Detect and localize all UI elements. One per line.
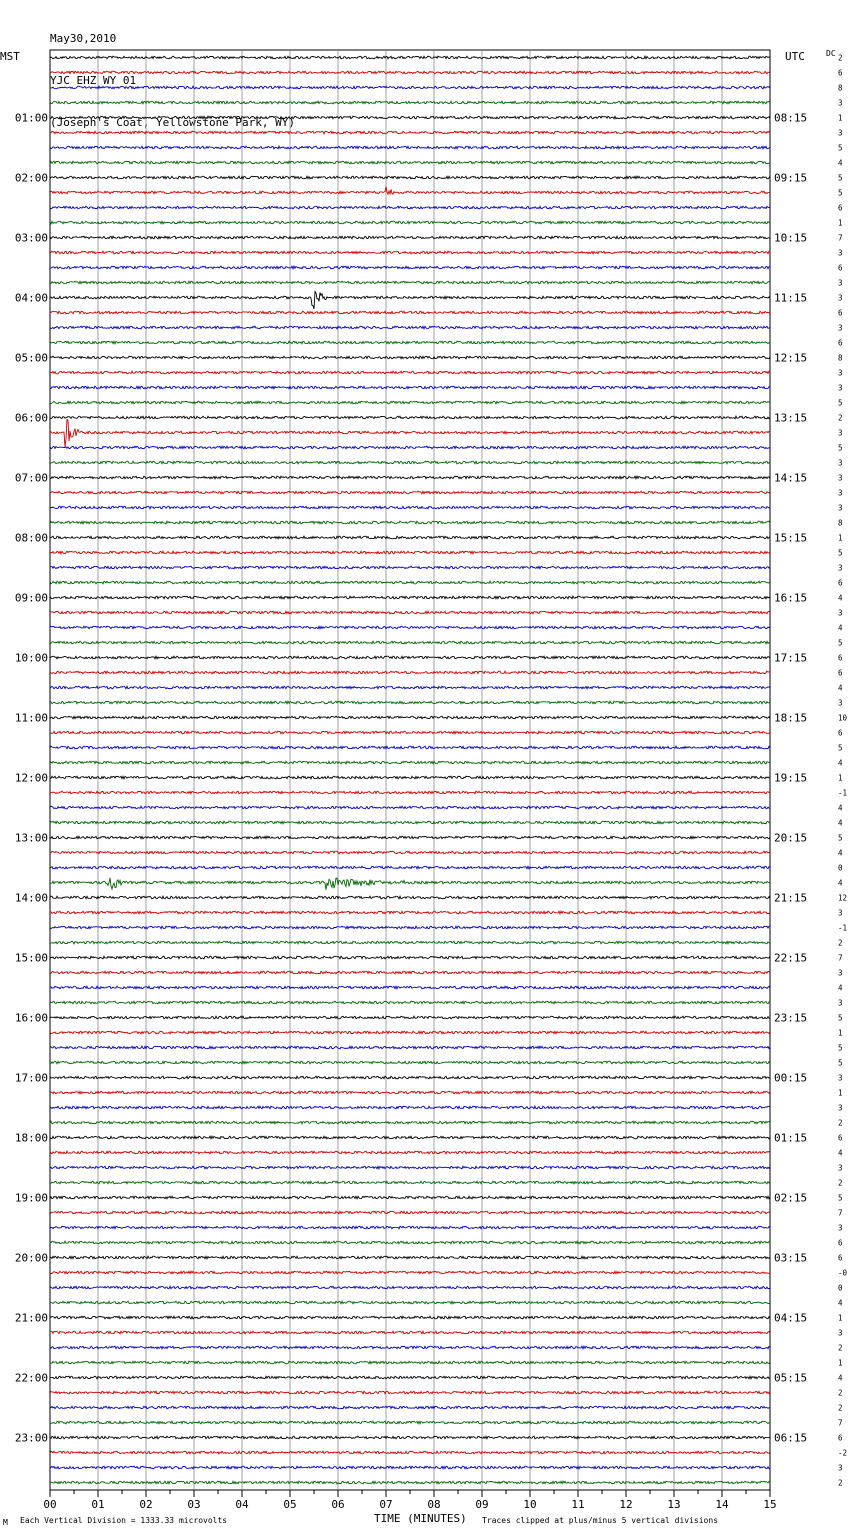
utc-hour-label: 18:15 xyxy=(774,711,808,725)
utc-hour-label: 06:15 xyxy=(774,1431,808,1445)
trace-row-28 xyxy=(50,461,770,464)
mst-hour-label: 06:00 xyxy=(14,411,48,425)
trace-row-62 xyxy=(50,971,770,974)
mst-hour-label: 03:00 xyxy=(14,231,48,245)
dc-offset-value: 3 xyxy=(838,98,843,108)
trace-row-44 xyxy=(50,701,770,704)
trace-row-89 xyxy=(50,1376,770,1379)
dc-column-label: DC xyxy=(826,49,836,58)
trace-row-58 xyxy=(50,911,770,914)
trace-row-54 xyxy=(50,851,770,854)
dc-offset-value: 3 xyxy=(838,293,843,303)
dc-offset-value: 10 xyxy=(838,713,848,723)
trace-row-53 xyxy=(50,836,770,839)
dc-offset-value: 6 xyxy=(838,203,843,213)
dc-offset-value: 3 xyxy=(838,323,843,333)
mst-hour-label: 11:00 xyxy=(14,711,48,725)
dc-offset-value: 2 xyxy=(838,1388,843,1398)
dc-offset-value: 3 xyxy=(838,248,843,258)
trace-row-4 xyxy=(50,101,770,104)
trace-row-81 xyxy=(50,1256,770,1259)
dc-offset-value: 3 xyxy=(838,383,843,393)
dc-offset-value: 8 xyxy=(838,518,843,528)
dc-offset-value: 5 xyxy=(838,398,843,408)
mst-hour-label: 18:00 xyxy=(14,1131,48,1145)
dc-offset-value: 4 xyxy=(838,1373,843,1383)
utc-hour-label: 00:15 xyxy=(774,1071,808,1085)
trace-row-35 xyxy=(50,566,770,569)
utc-hour-label: 11:15 xyxy=(774,291,808,305)
trace-row-92 xyxy=(50,1421,770,1424)
trace-row-77 xyxy=(50,1196,770,1199)
trace-row-50 xyxy=(50,791,770,794)
dc-offset-value: 4 xyxy=(838,683,843,693)
dc-offset-value: 6 xyxy=(838,308,843,318)
dc-offset-value: 8 xyxy=(838,83,843,93)
x-tick-label: 08 xyxy=(427,1498,441,1511)
trace-row-20 xyxy=(50,341,770,344)
trace-row-39 xyxy=(50,626,770,629)
mst-hour-label: 13:00 xyxy=(14,831,48,845)
dc-offset-value: 5 xyxy=(838,188,843,198)
trace-row-33 xyxy=(50,536,770,539)
x-tick-label: 07 xyxy=(379,1498,393,1511)
trace-row-60 xyxy=(50,941,770,944)
trace-row-76 xyxy=(50,1181,770,1184)
utc-hour-label: 21:15 xyxy=(774,891,808,905)
dc-offset-value: 6 xyxy=(838,668,843,678)
dc-offset-value: 4 xyxy=(838,803,843,813)
trace-row-86 xyxy=(50,1331,770,1334)
dc-offset-value: -1 xyxy=(838,788,848,798)
dc-offset-value: 6 xyxy=(838,1133,843,1143)
dc-offset-value: 5 xyxy=(838,548,843,558)
header-date: May30,2010 xyxy=(50,32,117,45)
dc-offset-value: 1 xyxy=(838,1313,843,1323)
utc-hour-label: 20:15 xyxy=(774,831,808,845)
trace-row-23 xyxy=(50,386,770,389)
trace-row-43 xyxy=(50,686,770,689)
dc-offset-value: 0 xyxy=(838,1283,843,1293)
dc-offset-value: 4 xyxy=(838,848,843,858)
dc-offset-value: 6 xyxy=(838,1433,843,1443)
trace-row-17 xyxy=(50,292,770,309)
trace-row-80 xyxy=(50,1241,770,1244)
trace-row-1 xyxy=(50,56,770,59)
dc-offset-value: 3 xyxy=(838,698,843,708)
mst-axis-label: MST xyxy=(0,50,20,63)
x-tick-label: 15 xyxy=(763,1498,777,1511)
trace-row-18 xyxy=(50,311,770,314)
trace-row-29 xyxy=(50,476,770,479)
header-station: YJC EHZ WY 01 xyxy=(50,74,137,87)
utc-hour-label: 04:15 xyxy=(774,1311,808,1325)
utc-hour-label: 22:15 xyxy=(774,951,808,965)
dc-offset-value: 2 xyxy=(838,938,843,948)
trace-row-41 xyxy=(50,656,770,659)
dc-offset-value: 3 xyxy=(838,998,843,1008)
scale-note: Each Vertical Division = 1333.33 microvolts xyxy=(20,1516,228,1525)
mst-hour-label: 12:00 xyxy=(14,771,48,785)
trace-row-45 xyxy=(50,716,770,719)
dc-offset-value: -0 xyxy=(838,1268,848,1278)
dc-offset-value: 3 xyxy=(838,608,843,618)
dc-offset-value: 1 xyxy=(838,533,843,543)
dc-offset-value: 3 xyxy=(838,488,843,498)
dc-offset-value: 5 xyxy=(838,143,843,153)
trace-row-91 xyxy=(50,1406,770,1409)
utc-hour-label: 10:15 xyxy=(774,231,808,245)
header-location: (Joseph's Coat, Yellowstone Park, WY) xyxy=(50,116,296,129)
trace-row-52 xyxy=(50,821,770,824)
dc-offset-value: 5 xyxy=(838,1193,843,1203)
trace-row-38 xyxy=(50,611,770,614)
dc-offset-value: 2 xyxy=(838,1118,843,1128)
dc-offset-value: 3 xyxy=(838,1103,843,1113)
trace-row-5 xyxy=(50,116,770,119)
dc-offset-value: 1 xyxy=(838,1088,843,1098)
trace-row-30 xyxy=(50,491,770,494)
trace-row-34 xyxy=(50,551,770,554)
dc-offset-value: 3 xyxy=(838,563,843,573)
x-tick-label: 03 xyxy=(187,1498,201,1511)
trace-row-47 xyxy=(50,746,770,749)
x-tick-label: 05 xyxy=(283,1498,297,1511)
x-axis-title: TIME (MINUTES) xyxy=(374,1512,467,1525)
x-tick-label: 13 xyxy=(667,1498,681,1511)
dc-offset-value: 5 xyxy=(838,443,843,453)
trace-row-36 xyxy=(50,581,770,584)
trace-row-64 xyxy=(50,1001,770,1004)
dc-offset-value: 5 xyxy=(838,173,843,183)
dc-offset-value: 6 xyxy=(838,653,843,663)
trace-row-3 xyxy=(50,86,770,89)
trace-row-6 xyxy=(50,131,770,134)
trace-row-11 xyxy=(50,206,770,209)
trace-row-9 xyxy=(50,176,770,179)
trace-row-66 xyxy=(50,1031,770,1034)
trace-row-37 xyxy=(50,596,770,599)
x-tick-label: 09 xyxy=(475,1498,489,1511)
mst-hour-label: 10:00 xyxy=(14,651,48,665)
trace-row-2 xyxy=(50,71,770,74)
trace-row-48 xyxy=(50,761,770,764)
mst-hour-label: 22:00 xyxy=(14,1371,48,1385)
dc-offset-value: 4 xyxy=(838,983,843,993)
dc-offset-value: 3 xyxy=(838,908,843,918)
dc-offset-value: 4 xyxy=(838,818,843,828)
dc-offset-value: 2 xyxy=(838,1178,843,1188)
dc-offset-value: 3 xyxy=(838,968,843,978)
trace-row-85 xyxy=(50,1316,770,1319)
trace-row-31 xyxy=(50,506,770,509)
trace-row-21 xyxy=(50,356,770,359)
trace-row-94 xyxy=(50,1451,770,1454)
trace-row-61 xyxy=(50,956,770,959)
x-tick-label: 00 xyxy=(43,1498,57,1511)
trace-row-59 xyxy=(50,926,770,929)
trace-row-68 xyxy=(50,1061,770,1064)
mst-hour-label: 01:00 xyxy=(14,111,48,125)
dc-offset-value: 3 xyxy=(838,428,843,438)
dc-offset-value: 1 xyxy=(838,1028,843,1038)
dc-offset-value: 5 xyxy=(838,743,843,753)
dc-offset-value: 6 xyxy=(838,338,843,348)
dc-offset-value: 6 xyxy=(838,68,843,78)
dc-offset-value: 5 xyxy=(838,1058,843,1068)
x-tick-label: 02 xyxy=(139,1498,153,1511)
x-tick-label: 04 xyxy=(235,1498,249,1511)
dc-offset-value: 4 xyxy=(838,878,843,888)
dc-offset-value: 4 xyxy=(838,158,843,168)
clip-note: Traces clipped at plus/minus 5 vertical divisions xyxy=(482,1516,719,1525)
trace-row-8 xyxy=(50,161,770,164)
trace-row-12 xyxy=(50,221,770,224)
mst-hour-label: 19:00 xyxy=(14,1191,48,1205)
dc-offset-value: 3 xyxy=(838,1328,843,1338)
mst-hour-label: 08:00 xyxy=(14,531,48,545)
plot-frame xyxy=(50,50,770,1490)
trace-row-27 xyxy=(50,446,770,449)
mst-hour-label: 07:00 xyxy=(14,471,48,485)
dc-offset-value: 2 xyxy=(838,53,843,63)
dc-offset-value: 0 xyxy=(838,863,843,873)
trace-row-51 xyxy=(50,806,770,809)
dc-offset-value: 2 xyxy=(838,1403,843,1413)
mst-hour-label: 23:00 xyxy=(14,1431,48,1445)
trace-row-67 xyxy=(50,1046,770,1049)
utc-hour-label: 19:15 xyxy=(774,771,808,785)
utc-hour-label: 01:15 xyxy=(774,1131,808,1145)
dc-offset-value: 7 xyxy=(838,953,843,963)
dc-offset-value: 3 xyxy=(838,1073,843,1083)
mst-hour-label: 14:00 xyxy=(14,891,48,905)
dc-offset-value: -1 xyxy=(838,923,848,933)
trace-row-10 xyxy=(50,187,770,195)
dc-offset-value: 6 xyxy=(838,728,843,738)
x-tick-label: 10 xyxy=(523,1498,537,1511)
utc-hour-label: 02:15 xyxy=(774,1191,808,1205)
dc-offset-value: 4 xyxy=(838,1148,843,1158)
dc-offset-value: 7 xyxy=(838,1208,843,1218)
trace-row-72 xyxy=(50,1121,770,1124)
dc-offset-value: 7 xyxy=(838,1418,843,1428)
dc-offset-value: 5 xyxy=(838,1043,843,1053)
corner-mark: M xyxy=(3,1518,8,1527)
dc-offset-value: 5 xyxy=(838,638,843,648)
dc-offset-value: 2 xyxy=(838,1343,843,1353)
mst-hour-label: 04:00 xyxy=(14,291,48,305)
dc-offset-value: -2 xyxy=(838,1448,848,1458)
trace-row-87 xyxy=(50,1346,770,1349)
trace-row-40 xyxy=(50,641,770,644)
dc-offset-value: 6 xyxy=(838,1253,843,1263)
trace-row-74 xyxy=(50,1151,770,1154)
dc-offset-value: 1 xyxy=(838,773,843,783)
mst-hour-label: 17:00 xyxy=(14,1071,48,1085)
trace-row-88 xyxy=(50,1361,770,1364)
x-tick-label: 11 xyxy=(571,1498,585,1511)
trace-row-25 xyxy=(50,416,770,419)
trace-row-55 xyxy=(50,866,770,869)
dc-offset-value: 4 xyxy=(838,758,843,768)
trace-row-49 xyxy=(50,776,770,779)
trace-row-65 xyxy=(50,1016,770,1019)
trace-row-56 xyxy=(50,878,770,890)
mst-hour-label: 02:00 xyxy=(14,171,48,185)
dc-offset-value: 3 xyxy=(838,1163,843,1173)
utc-hour-label: 05:15 xyxy=(774,1371,808,1385)
utc-hour-label: 14:15 xyxy=(774,471,808,485)
trace-row-19 xyxy=(50,326,770,329)
x-tick-label: 01 xyxy=(91,1498,105,1511)
trace-row-16 xyxy=(50,281,770,284)
dc-offset-value: 12 xyxy=(838,893,848,903)
utc-hour-label: 16:15 xyxy=(774,591,808,605)
utc-hour-label: 03:15 xyxy=(774,1251,808,1265)
x-tick-label: 06 xyxy=(331,1498,345,1511)
dc-offset-value: 3 xyxy=(838,503,843,513)
dc-offset-value: 8 xyxy=(838,353,843,363)
trace-row-22 xyxy=(50,371,770,374)
trace-row-57 xyxy=(50,896,770,899)
utc-hour-label: 08:15 xyxy=(774,111,808,125)
trace-row-26 xyxy=(50,420,770,448)
utc-axis-label: UTC xyxy=(785,50,805,63)
trace-row-46 xyxy=(50,731,770,734)
dc-offset-value: 1 xyxy=(838,1358,843,1368)
trace-row-70 xyxy=(50,1091,770,1094)
utc-hour-label: 15:15 xyxy=(774,531,808,545)
trace-row-15 xyxy=(50,266,770,269)
dc-offset-value: 3 xyxy=(838,1223,843,1233)
trace-row-32 xyxy=(50,521,770,524)
utc-hour-label: 17:15 xyxy=(774,651,808,665)
trace-row-69 xyxy=(50,1076,770,1079)
dc-offset-value: 3 xyxy=(838,473,843,483)
trace-row-95 xyxy=(50,1466,770,1469)
mst-hour-label: 21:00 xyxy=(14,1311,48,1325)
trace-row-83 xyxy=(50,1286,770,1289)
trace-row-79 xyxy=(50,1226,770,1229)
trace-row-7 xyxy=(50,146,770,149)
dc-offset-value: 7 xyxy=(838,233,843,243)
trace-row-14 xyxy=(50,251,770,254)
dc-offset-value: 1 xyxy=(838,218,843,228)
trace-row-24 xyxy=(50,401,770,404)
x-tick-label: 12 xyxy=(619,1498,633,1511)
trace-row-78 xyxy=(50,1211,770,1214)
utc-hour-label: 09:15 xyxy=(774,171,808,185)
mst-hour-label: 16:00 xyxy=(14,1011,48,1025)
trace-row-13 xyxy=(50,236,770,239)
trace-row-90 xyxy=(50,1391,770,1394)
dc-offset-value: 3 xyxy=(838,368,843,378)
mst-hour-label: 20:00 xyxy=(14,1251,48,1265)
trace-row-73 xyxy=(50,1136,770,1139)
dc-offset-value: 4 xyxy=(838,623,843,633)
mst-hour-label: 09:00 xyxy=(14,591,48,605)
dc-offset-value: 6 xyxy=(838,578,843,588)
trace-row-63 xyxy=(50,986,770,989)
dc-offset-value: 4 xyxy=(838,593,843,603)
utc-hour-label: 23:15 xyxy=(774,1011,808,1025)
dc-offset-value: 6 xyxy=(838,1238,843,1248)
trace-row-75 xyxy=(50,1166,770,1169)
utc-hour-label: 13:15 xyxy=(774,411,808,425)
trace-row-71 xyxy=(50,1106,770,1109)
dc-offset-value: 3 xyxy=(838,458,843,468)
dc-offset-value: 2 xyxy=(838,1478,843,1488)
mst-hour-label: 15:00 xyxy=(14,951,48,965)
dc-offset-value: 3 xyxy=(838,128,843,138)
x-tick-label: 14 xyxy=(715,1498,729,1511)
dc-offset-value: 5 xyxy=(838,1013,843,1023)
trace-row-82 xyxy=(50,1271,770,1274)
dc-offset-value: 6 xyxy=(838,263,843,273)
trace-row-93 xyxy=(50,1436,770,1439)
utc-hour-label: 12:15 xyxy=(774,351,808,365)
trace-row-96 xyxy=(50,1481,770,1484)
mst-hour-label: 05:00 xyxy=(14,351,48,365)
dc-offset-value: 3 xyxy=(838,1463,843,1473)
dc-offset-value: 3 xyxy=(838,278,843,288)
trace-row-42 xyxy=(50,671,770,674)
dc-offset-value: 4 xyxy=(838,1298,843,1308)
trace-row-84 xyxy=(50,1301,770,1304)
dc-offset-value: 5 xyxy=(838,833,843,843)
dc-offset-value: 1 xyxy=(838,113,843,123)
dc-offset-value: 2 xyxy=(838,413,843,423)
